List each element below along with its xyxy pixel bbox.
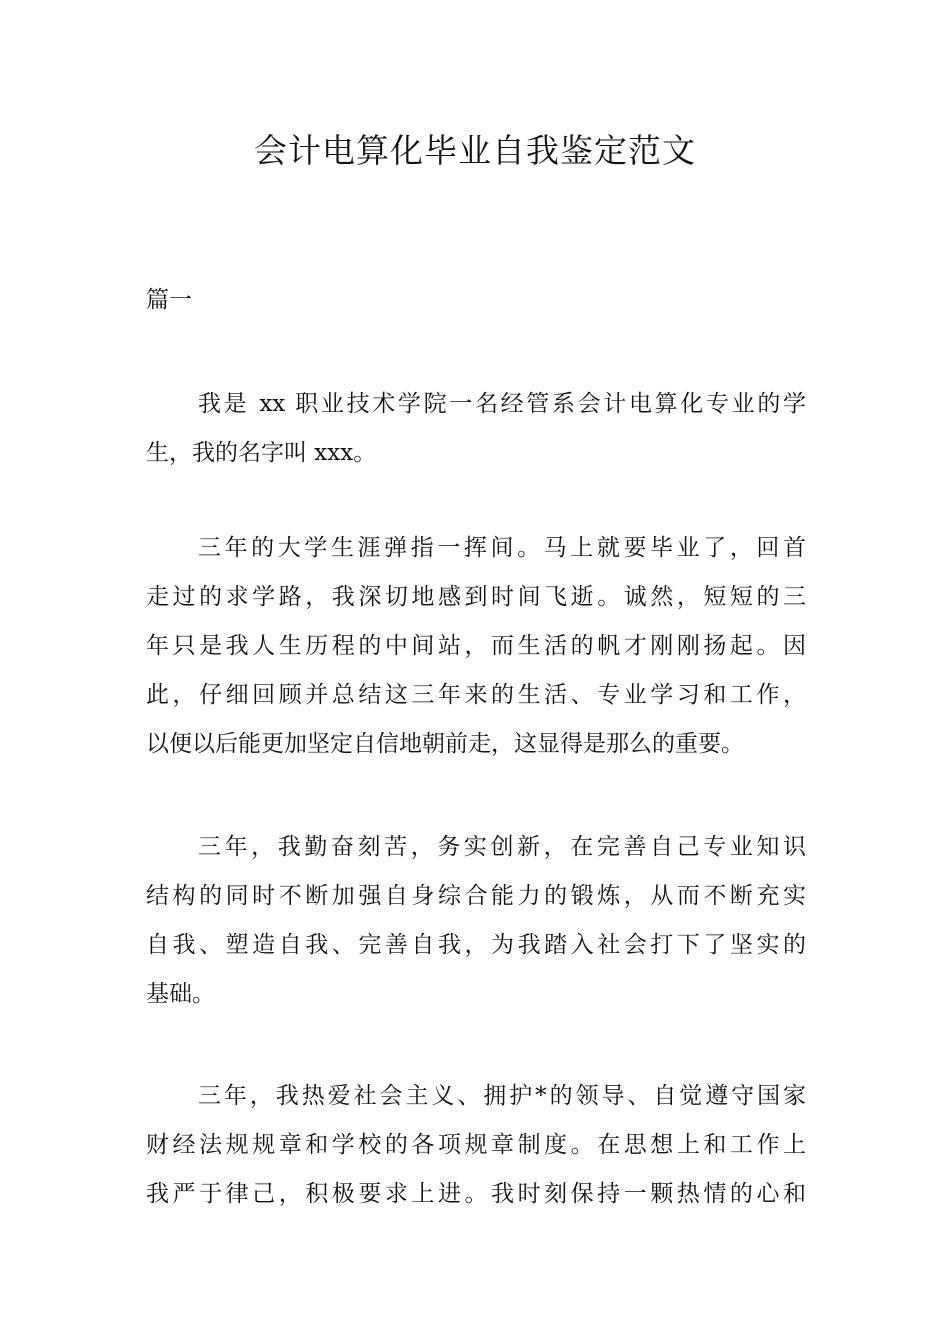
paragraph-4	[146, 1072, 806, 1219]
paragraph-line: 三年的大学生涯弹指一挥间。马上就要毕业了，回首	[198, 535, 806, 561]
paragraph-line: 年只是我人生历程的中间站，而生活的帆才刚刚扬起。因	[146, 633, 806, 659]
paragraph-line: 自我、塑造自我、完善自我，为我踏入社会打下了坚实的	[146, 932, 806, 958]
paragraph-1	[146, 380, 806, 478]
section-label: 篇一	[146, 287, 192, 313]
paragraph-line: 走过的求学路，我深切地感到时间飞逝。诚然，短短的三	[146, 584, 806, 610]
paragraph-line: 我严于律己，积极要求上进。我时刻保持一颗热情的心和	[146, 1181, 806, 1207]
paragraph-line: 以便以后能更加坚定自信地朝前走，这显得是那么的重要。	[146, 731, 744, 757]
paragraph-line: 财经法规规章和学校的各项规章制度。在思想上和工作上	[146, 1132, 806, 1158]
paragraph-line: 此，仔细回顾并总结这三年来的生活、专业学习和工作，	[146, 682, 806, 708]
document-title: 会计电算化毕业自我鉴定范文	[254, 131, 696, 170]
paragraph-3	[146, 823, 806, 1019]
paragraph-line: 我是 xx 职业技术学院一名经管系会计电算化专业的学	[198, 391, 806, 417]
paragraph-line: 结构的同时不断加强自身综合能力的锻炼，从而不断充实	[146, 883, 806, 909]
paragraph-2	[146, 524, 806, 769]
paragraph-line: 基础。	[146, 981, 215, 1007]
paragraph-line: 三年，我热爱社会主义、拥护*的领导、自觉遵守国家	[198, 1083, 806, 1109]
paragraph-line: 生，我的名字叫 xxx。	[146, 440, 377, 466]
paragraph-line: 三年，我勤奋刻苦，务实创新，在完善自己专业知识	[198, 834, 806, 860]
